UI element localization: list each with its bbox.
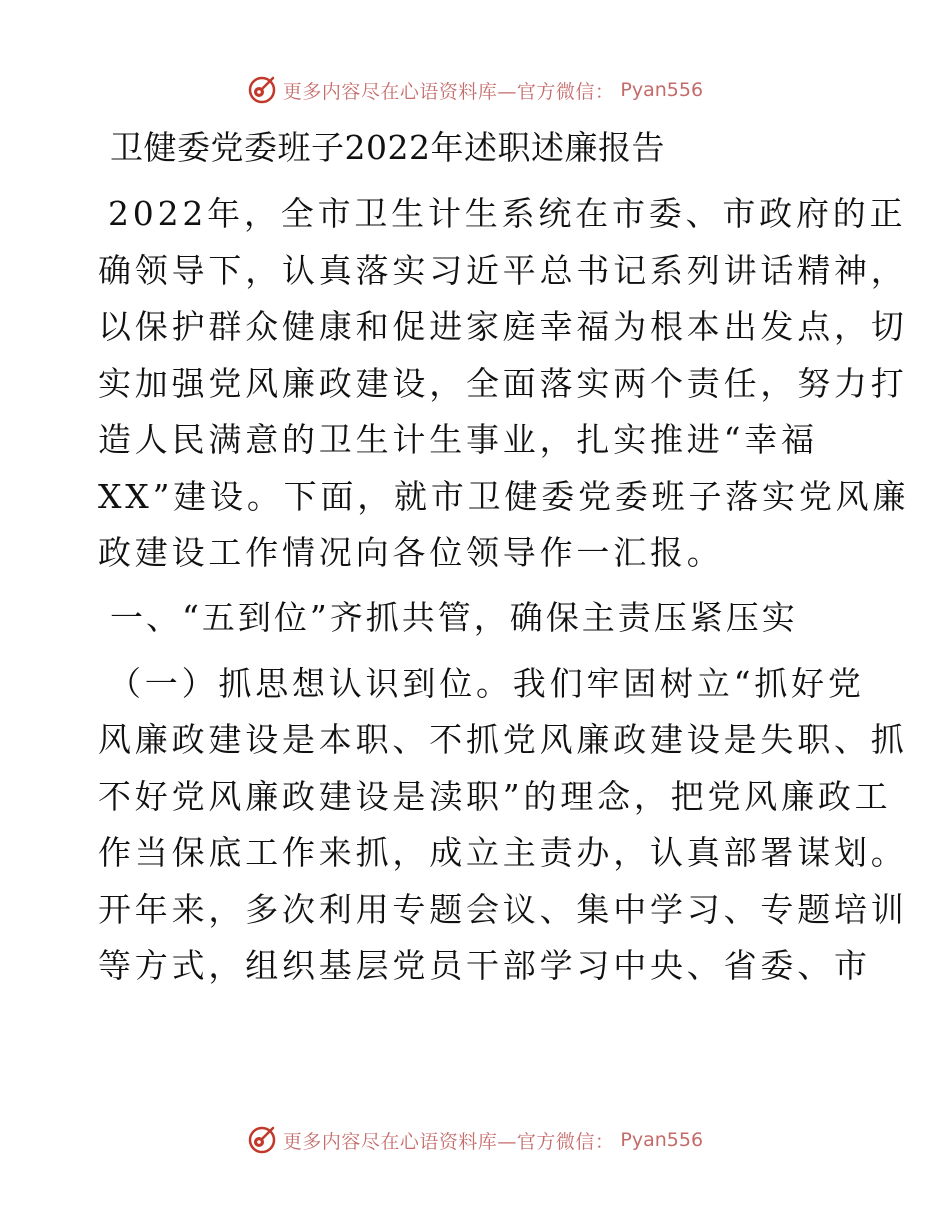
paragraph-line: XX”建设。下面，就市卫健委党委班子落实党风廉 (98, 476, 910, 516)
paragraph-line: 风廉政建设是本职、不抓党风廉政建设是失职、抓 (98, 720, 908, 759)
paragraph-line: 造人民满意的卫生计生事业，扎实推进“幸福 (98, 420, 818, 459)
watermark-header (0, 70, 950, 110)
document-body (98, 120, 910, 995)
watermark-footer (0, 1120, 950, 1160)
paragraph-line: 不好党风廉政建设是渎职”的理念，把党风廉政工 (98, 776, 892, 816)
paragraph-line: 政建设工作情况向各位领导作一汇报。 (98, 533, 724, 572)
paragraph-line: （一）抓思想认识到位。我们牢固树立“抓好党 (108, 663, 865, 703)
paragraph-line: 等方式，组织基层党员干部学习中央、省委、市 (98, 946, 871, 985)
document-title: 卫健委党委班子2022年述职述廉报告 (110, 128, 665, 167)
paragraph-line: 2022年，全市卫生计生系统在市委、市政府的正 (108, 194, 907, 233)
watermark-text: 更多内容尽在心语资料库—官方微信： (282, 1130, 615, 1153)
section-heading-1: 一、“五到位”齐抓共管，确保主责压紧压实 (110, 597, 798, 637)
paragraph-line: 作当保底工作来抓，成立主责办，认真部署谋划。 (98, 833, 908, 872)
paragraph-subsection-1 (98, 656, 908, 995)
quill-logo-icon (247, 75, 277, 105)
paragraph-line: 实加强党风廉政建设，全面落实两个责任，努力打 (98, 363, 908, 403)
paragraph-line: 开年来，多次利用专题会议、集中学习、专题培训 (98, 889, 908, 929)
paragraph-line: 确领导下，认真落实习近平总书记系列讲话精神， (98, 250, 908, 290)
watermark-wechat-id: Pyan556 (620, 1129, 704, 1151)
paragraph-line: 以保护群众健康和促进家庭幸福为根本出发点，切 (98, 307, 908, 346)
quill-logo-icon (247, 1125, 277, 1155)
paragraph-intro (98, 186, 910, 582)
watermark-text: 更多内容尽在心语资料库—官方微信： (282, 80, 615, 103)
watermark-wechat-id: Pyan556 (620, 79, 704, 101)
